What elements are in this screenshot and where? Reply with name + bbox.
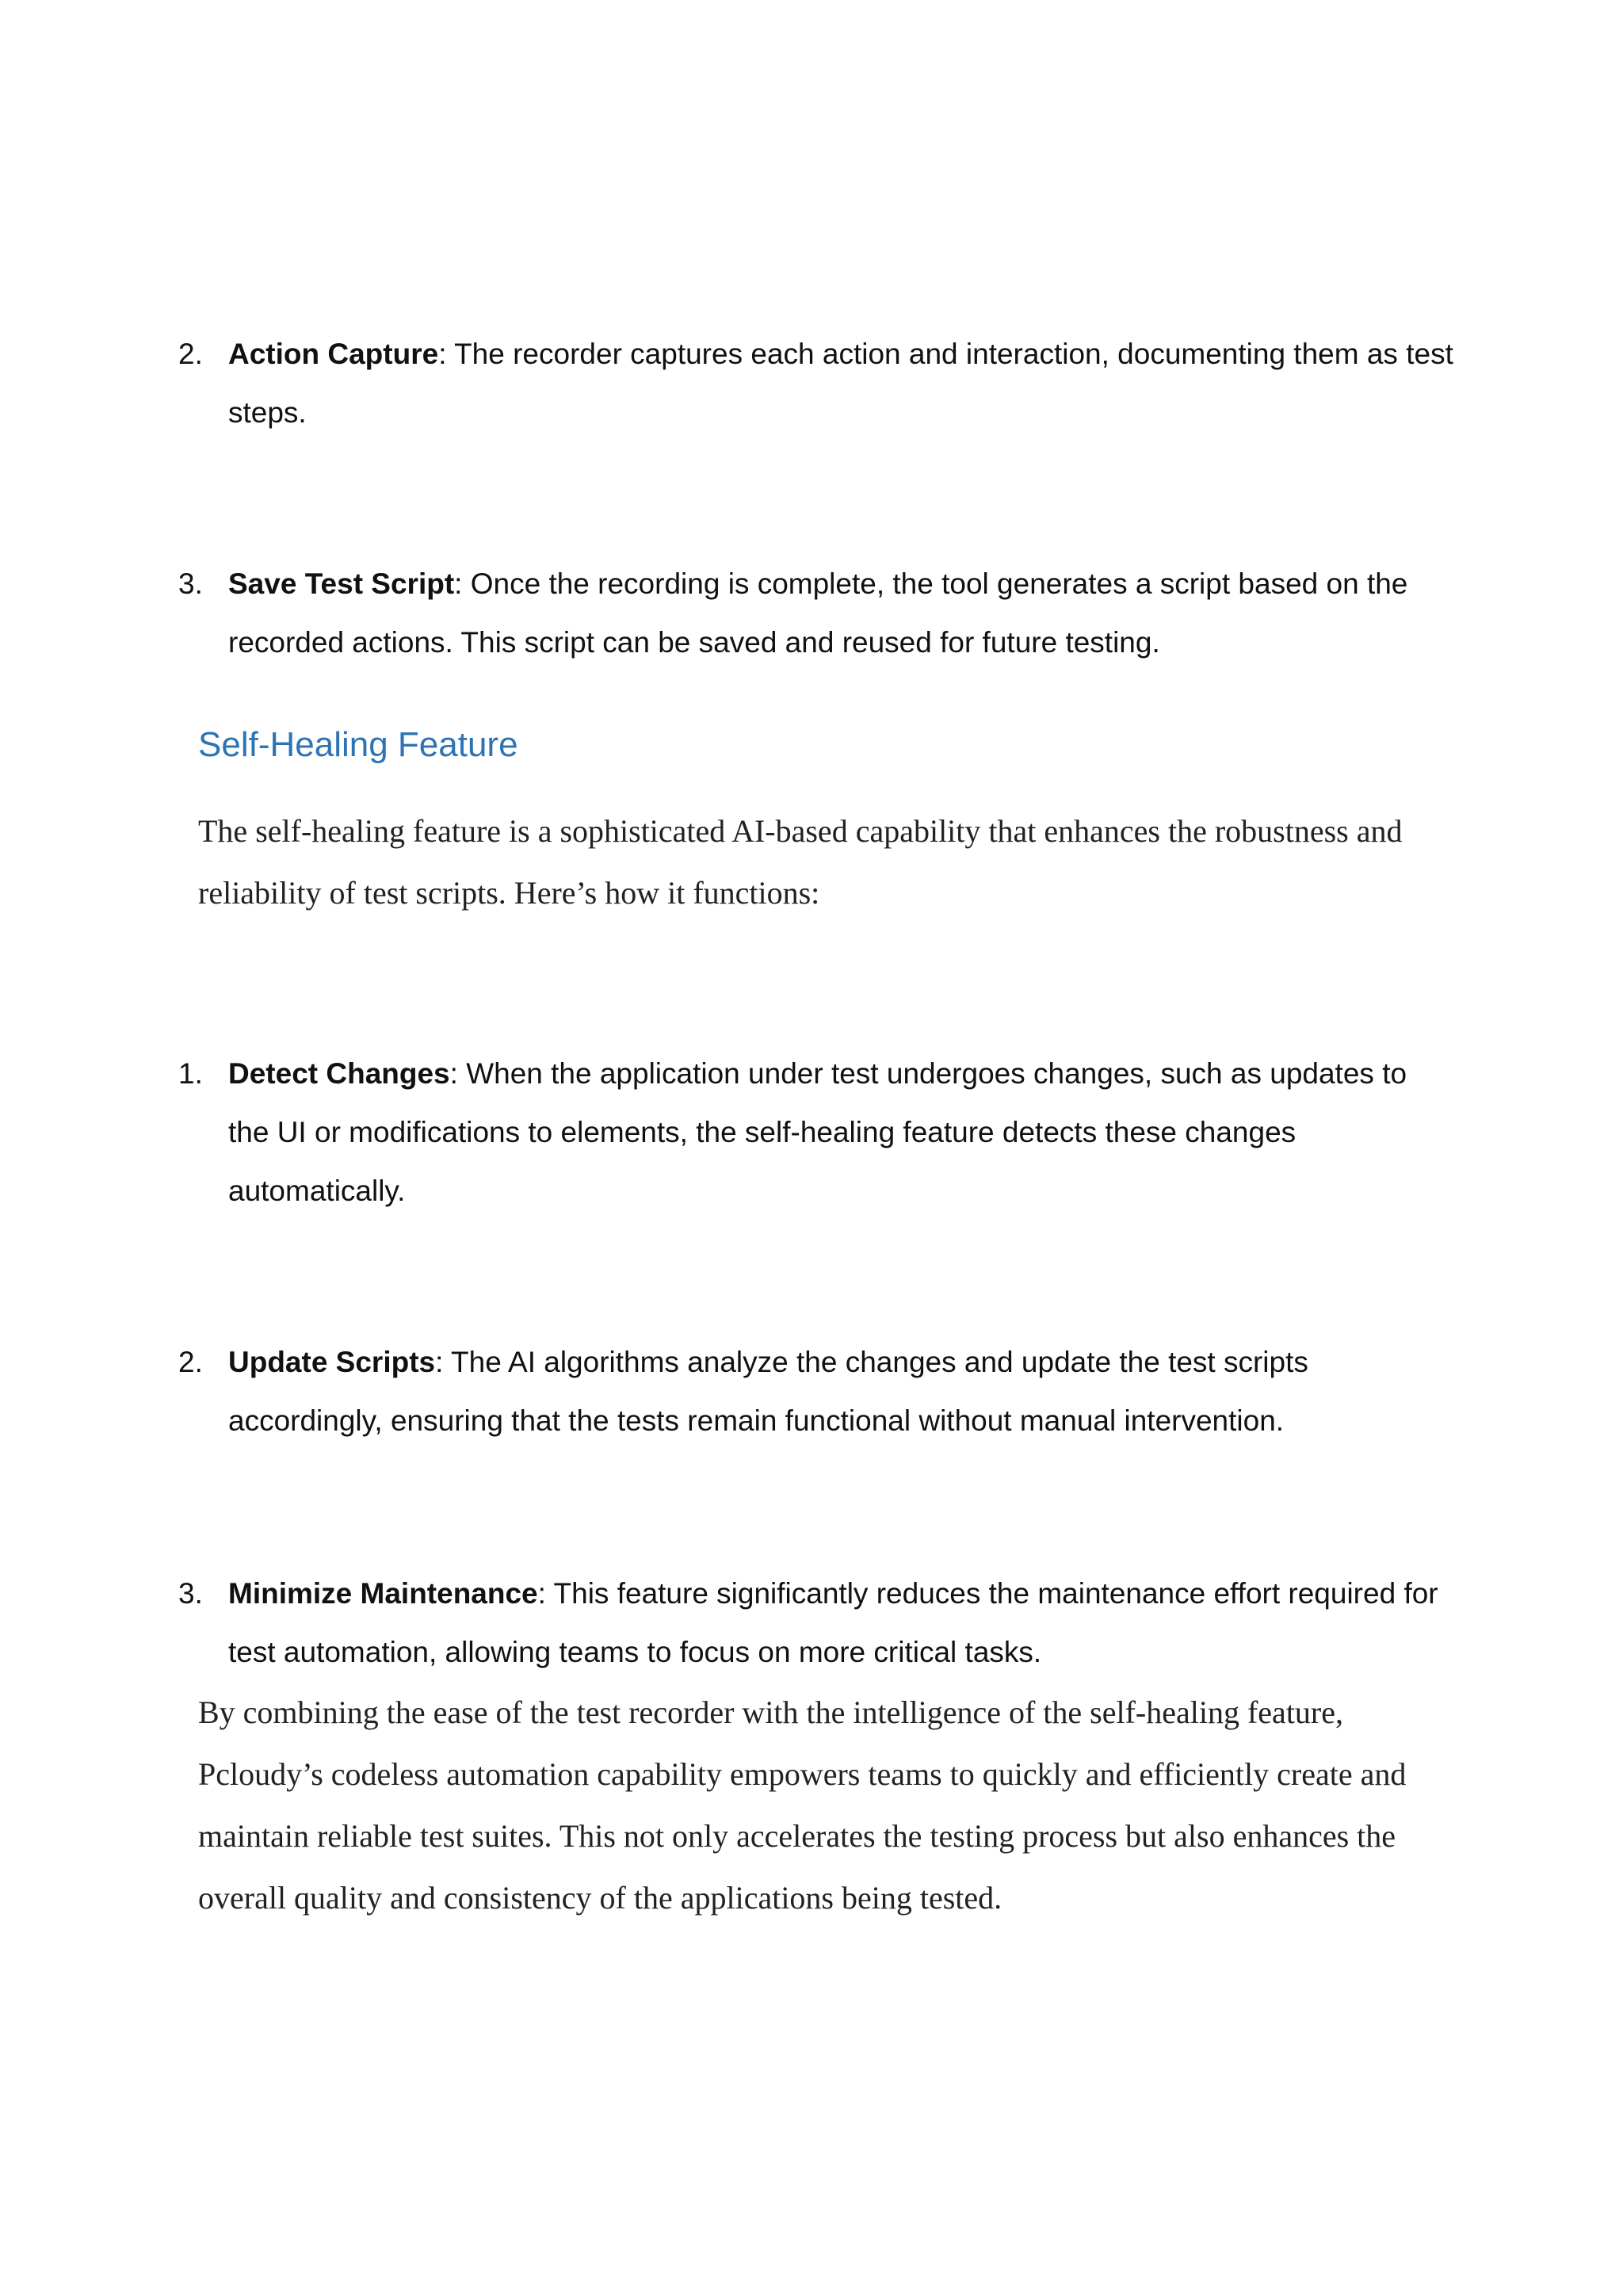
list-item-content: [228, 1564, 1454, 1682]
conclusion-paragraph: By combining the ease of the test recorder with the intelligence of the self-healing feature, Pcloudy’s codeless automation capability empowers teams to quickly and efficiently create and maintain reliable test suites. This not only accelerates the testing process but also enhances the overall quality and consistency of the applications being tested.: [198, 1694, 1407, 1916]
list-item-content: [228, 555, 1454, 672]
list-item-content: [228, 1333, 1454, 1450]
list-number: 3.: [178, 567, 203, 600]
list-number: 1.: [178, 1057, 203, 1090]
list-number: 2.: [178, 338, 203, 370]
list-item-text: : This feature significantly reduces the maintenance effort required for test automation, allowing teams to focus on more critical tasks.: [228, 1577, 1438, 1668]
section-intro: The self-healing feature is a sophisticated AI-based capability that enhances the robustness and reliability of test scripts. Here’s how it functions:: [198, 813, 1403, 911]
list-item-term: Save Test Script: [228, 567, 455, 600]
list-item-term: Action Capture: [228, 338, 439, 370]
list-item-action-capture: [178, 325, 1454, 442]
list-item-text: : The recorder captures each action and interaction, documenting them as test steps.: [228, 338, 1453, 429]
list-item-text: : Once the recording is complete, the tool generates a script based on the recorded actions. This script can be saved and reused for future testing.: [228, 567, 1408, 659]
list-item-term: Minimize Maintenance: [228, 1577, 538, 1610]
list-item-save-test-script: [178, 555, 1454, 672]
list-item-minimize-maintenance: [178, 1564, 1454, 1682]
section-heading: Self-Healing Feature: [198, 725, 518, 764]
list-item-detect-changes: [178, 1045, 1454, 1221]
list-item-content: [228, 325, 1454, 442]
list-item-text: : The AI algorithms analyze the changes and update the test scripts accordingly, ensuring that the tests remain functional without manual intervention.: [228, 1346, 1308, 1437]
list-item-term: Update Scripts: [228, 1346, 436, 1378]
list-item-update-scripts: [178, 1333, 1454, 1450]
list-item-content: [228, 1045, 1454, 1221]
list-item-term: Detect Changes: [228, 1057, 450, 1090]
list-number: 2.: [178, 1346, 203, 1378]
list-item-text: : When the application under test undergoes changes, such as updates to the UI or modifications to elements, the self-healing feature detects these changes automatically.: [228, 1057, 1407, 1207]
list-number: 3.: [178, 1577, 203, 1610]
